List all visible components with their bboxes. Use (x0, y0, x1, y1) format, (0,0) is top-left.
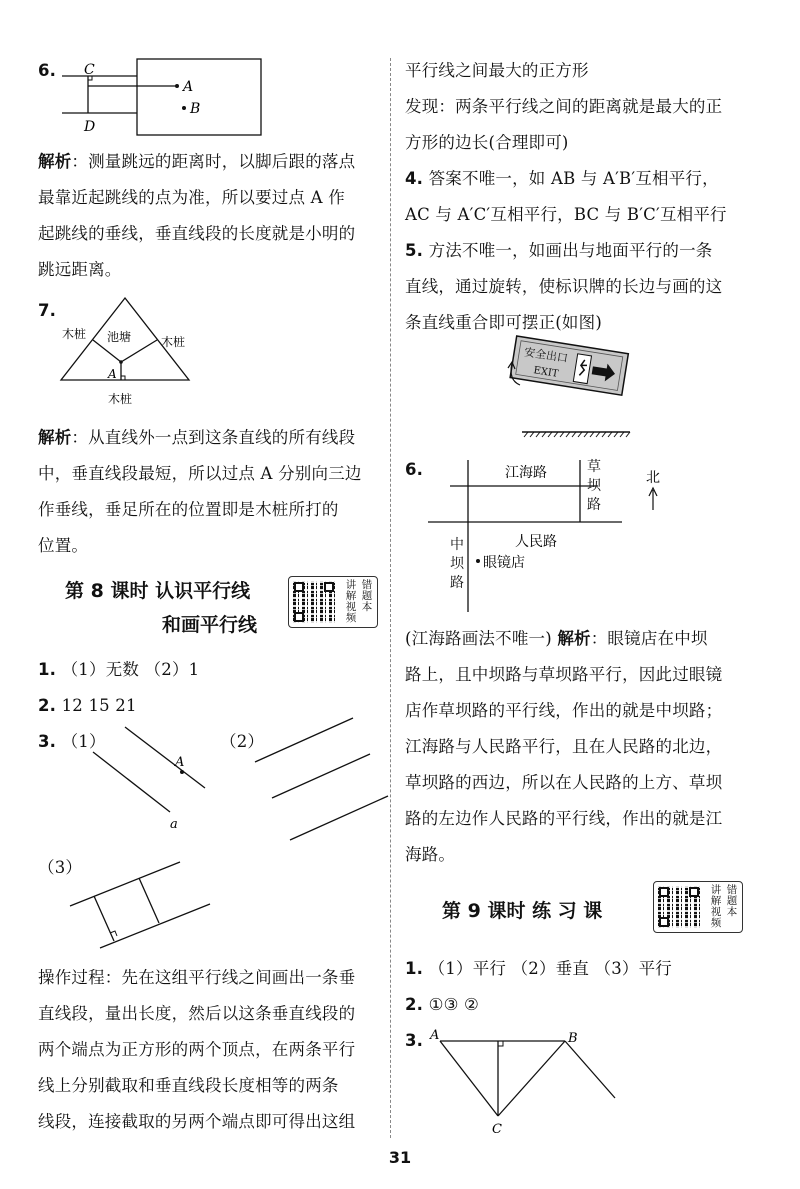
q6-analysis-label: 解析 (38, 152, 72, 171)
q7-pond: 池塘 (107, 330, 132, 344)
ans3-figures (30, 0, 382, 960)
q7-analysis-line-1: ：从直线外一点到这条直线的所有线段 (71, 428, 356, 447)
a6-analysis-line-4: 江海路与人民路平行，且在人民路的北边， (405, 737, 723, 756)
q7-analysis-label: 解析 (38, 428, 72, 447)
q6-analysis-line-1: ：测量跳远的距离时，以脚后跟的落点 (71, 152, 356, 171)
ans3-part1: （1） (61, 732, 106, 751)
cont-line-2: 发现：两条平行线之间的距离就是最大的正 (405, 97, 723, 116)
operation-line-5: 线段，连接截取的另两个端点即可得出这组 (38, 1112, 356, 1131)
q7-analysis-line-3: 作垂线，垂足所在的位置即是木桩所打的 (38, 500, 339, 519)
q7-stake-left: 木桩 (62, 327, 87, 341)
lesson8-title-line2: 和画平行线 (162, 614, 258, 636)
q6-number: 6. (38, 61, 57, 80)
map-label-north: 北 (646, 470, 660, 486)
a6-analysis-line-3: 店作草坝路的平行线，作出的就是中坝路； (405, 701, 723, 720)
a5-number: 5. (405, 241, 424, 260)
q6-analysis-line-4: 跳远距离。 (38, 260, 122, 279)
a6-analysis-line-7: 海路。 (405, 845, 456, 864)
a4-line-1: 答案不唯一，如 AB 与 A′B′互相平行， (428, 169, 719, 188)
cont-line-3: 方形的边长(合理即可) (405, 133, 569, 152)
ans3-label-a-line: a (170, 817, 178, 832)
operation-line-4: 线上分别截取和垂直线段长度相等的两条 (38, 1076, 339, 1095)
map-label-zhongba: 中坝路 (450, 537, 464, 591)
b1-number: 1. (405, 959, 424, 978)
b2-number: 2. (405, 995, 424, 1014)
a5-line-2: 直线，通过旋转，使标识牌的长边与画的这 (405, 277, 723, 296)
b3-label-b: B (568, 1031, 578, 1046)
q7-analysis-line-2: 中，垂直线段最短，所以过点 A 分别向三边 (38, 464, 362, 483)
a6-analysis-line-6: 路的左边作人民路的平行线，作出的就是江 (405, 809, 723, 828)
lesson9-title: 第 9 课时 练 习 课 (442, 900, 603, 922)
b1-text: （1）平行 （2）垂直 （3）平行 (428, 959, 672, 978)
operation-line-1: 操作过程：先在这组平行线之间画出一条垂 (38, 968, 356, 987)
map-label-caoba: 草坝路 (587, 459, 601, 513)
exit-sign-text-cn: 安全出口 (523, 345, 569, 366)
ans3-part2: （2） (220, 732, 265, 751)
ans2-text: 12 15 21 (61, 696, 137, 715)
lesson8-title-line1: 第 8 课时 认识平行线 (65, 580, 251, 602)
a6-note: (江海路画法不唯一) (405, 629, 552, 648)
a6-analysis-line-2: 路上，且中坝路与草坝路平行，因此过眼镜 (405, 665, 723, 684)
page-number: 31 (388, 1148, 412, 1167)
a6-number: 6. (405, 460, 424, 479)
ans1-number: 1. (38, 660, 57, 679)
ans3-label-a-point: A (175, 755, 185, 770)
q7-stake-right: 木桩 (161, 335, 186, 349)
q6-label-b: B (190, 101, 201, 117)
a4-number: 4. (405, 169, 424, 188)
cont-line-1: 平行线之间最大的正方形 (405, 61, 589, 80)
q6-label-d: D (84, 119, 96, 135)
q6-label-a: A (183, 79, 194, 95)
q7-number: 7. (38, 301, 57, 320)
qr-label-wrongbook: 错题本 (361, 579, 373, 613)
ans1-text: （1）无数 （2）1 (61, 660, 200, 679)
map-label-renmin: 人民路 (515, 534, 557, 550)
q6-analysis-line-3: 起跳线的垂线，垂直线段的长度就是小明的 (38, 224, 356, 243)
q6-analysis-line-2: 最靠近起跳线的点为准，所以要过点 A 作 (38, 188, 345, 207)
exit-sign-text-en: EXIT (532, 365, 560, 380)
operation-line-2: 直线段，量出长度，然后以这条垂直线段的 (38, 1004, 356, 1023)
a5-line-1: 方法不唯一，如画出与地面平行的一条 (428, 241, 713, 260)
a6-analysis-line-1: ：眼镜店在中坝 (590, 629, 708, 648)
column-divider (390, 58, 391, 1138)
qr-label-video: 讲解视频 (710, 884, 722, 929)
map-label-jianghai: 江海路 (505, 465, 547, 481)
b3-label-a: A (430, 1028, 440, 1043)
b3-label-c: C (492, 1122, 502, 1137)
b3-figure (400, 0, 752, 1140)
q7-label-a: A (108, 367, 117, 381)
ans2-number: 2. (38, 696, 57, 715)
ans3-number: 3. (38, 732, 57, 751)
qr-label-video: 讲解视频 (345, 579, 357, 624)
a4-line-2: AC 与 A′C′互相平行，BC 与 B′C′互相平行 (405, 205, 727, 224)
a5-line-3: 条直线重合即可摆正(如图) (405, 313, 602, 332)
b2-text: ①③ ② (428, 995, 480, 1014)
a6-analysis-label: 解析 (557, 629, 591, 648)
q7-analysis-line-4: 位置。 (38, 536, 89, 555)
b3-number: 3. (405, 1031, 424, 1050)
q7-stake-bottom: 木桩 (108, 392, 133, 406)
ans3-part3: （3） (38, 858, 83, 877)
q6-label-c: C (84, 62, 95, 78)
operation-line-3: 两个端点为正方形的两个顶点，在两条平行 (38, 1040, 356, 1059)
map-label-glasses: 眼镜店 (483, 555, 525, 571)
a6-analysis-line-5: 草坝路的西边，所以在人民路的上方、草坝 (405, 773, 723, 792)
qr-label-wrongbook: 错题本 (726, 884, 738, 918)
